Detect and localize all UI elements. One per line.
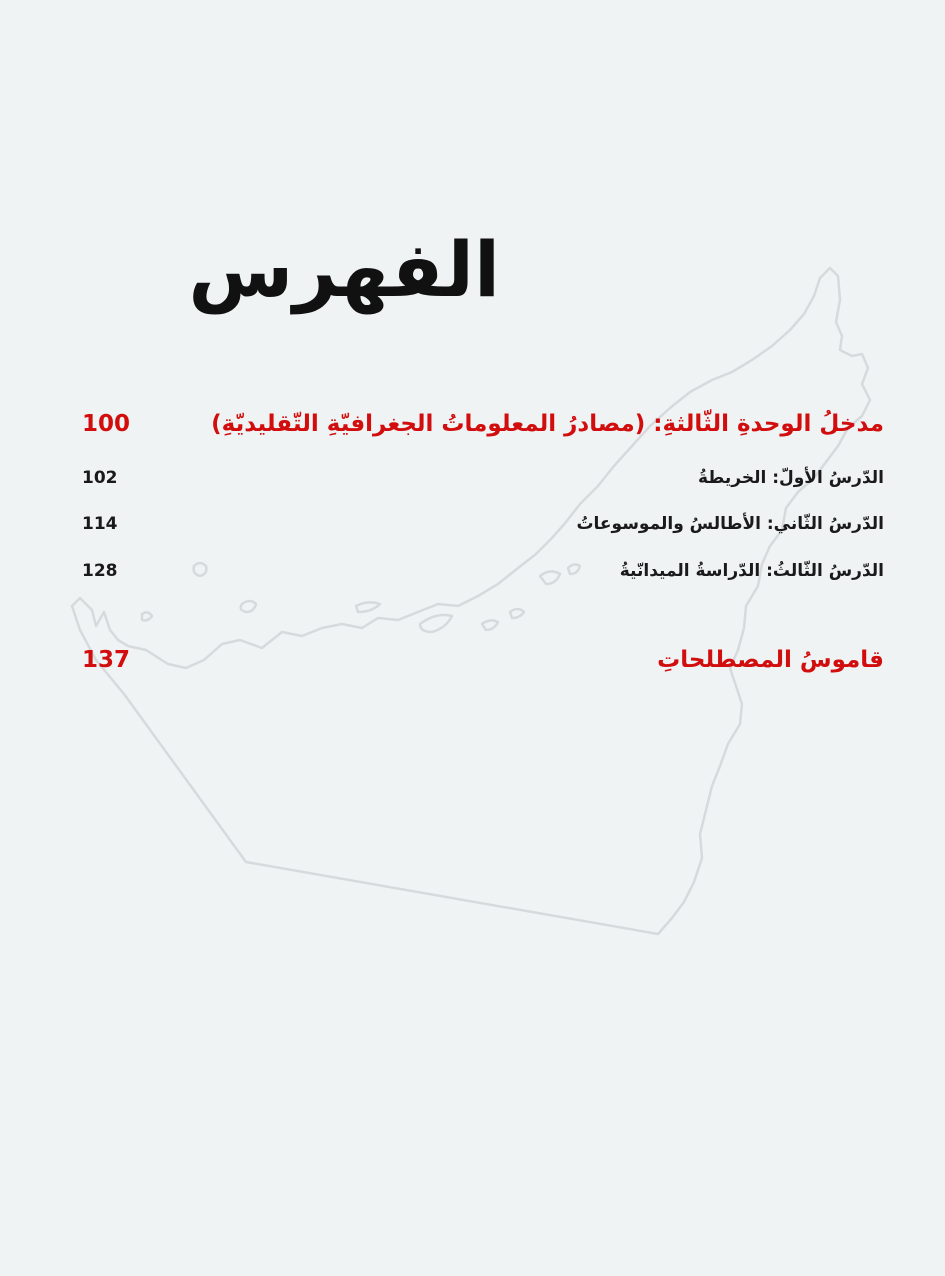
- toc-entry-lesson-1[interactable]: [82, 464, 884, 492]
- toc-entry-page-number: 137: [82, 647, 131, 673]
- toc-entry-page-number: 114: [82, 514, 118, 534]
- toc-entry-label: قاموسُ المصطلحاتِ: [657, 647, 884, 673]
- toc-entry-unit-intro[interactable]: [82, 406, 884, 442]
- toc-entry-page-number: 128: [82, 561, 118, 581]
- toc-entry-label: الدّرسُ الأولّ: الخريطةُ: [697, 468, 884, 488]
- toc-entry-label: الدّرسُ الثّالثُ: الدّراسةُ الميدانّيةُ: [619, 561, 884, 581]
- toc-entry-lesson-2[interactable]: [82, 510, 884, 538]
- toc-entry-page-number: 100: [82, 411, 131, 437]
- toc-entry-label: مدخلُ الوحدةِ الثّالثةِ: (مصادرُ المعلوماتُ الجغرافيّةِ التّقليديّةِ): [211, 411, 884, 437]
- toc-entry-page-number: 102: [82, 468, 118, 488]
- page-title: الفهرس: [188, 225, 500, 314]
- toc-entry-lesson-3[interactable]: [82, 557, 884, 585]
- toc-entry-glossary[interactable]: [82, 642, 884, 678]
- toc-entry-label: الدّرسُ الثّاني: الأطالسُ والموسوعاتُ: [576, 514, 884, 534]
